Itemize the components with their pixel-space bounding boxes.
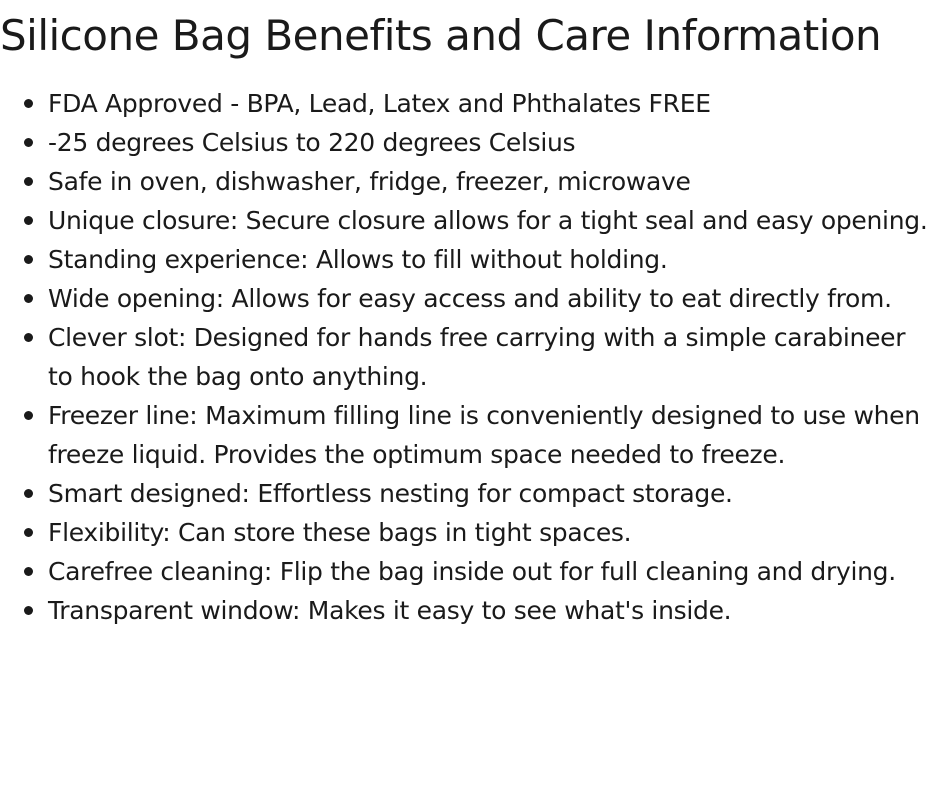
list-item-text: -25 degrees Celsius to 220 degrees Celsius [48, 128, 576, 157]
list-item [48, 591, 928, 630]
list-item [48, 162, 928, 201]
list-item-text: Transparent window: Makes it easy to see what's inside. [48, 596, 732, 625]
list-item [48, 396, 928, 474]
list-item-text: Carefree cleaning: Flip the bag inside out for full cleaning and drying. [48, 557, 896, 586]
list-item [48, 123, 928, 162]
bullet-icon [24, 255, 33, 264]
list-item [48, 513, 928, 552]
bullet-icon [24, 138, 33, 147]
list-item-text: Freezer line: Maximum filling line is conveniently designed to use when freeze liquid. Provides the optimum space needed to freeze. [48, 401, 920, 469]
bullet-icon [24, 528, 33, 537]
list-item-text: Unique closure: Secure closure allows for a tight seal and easy opening. [48, 206, 928, 235]
list-item [48, 84, 928, 123]
list-item-text: Standing experience: Allows to fill without holding. [48, 245, 668, 274]
list-item-text: Smart designed: Effortless nesting for compact storage. [48, 479, 733, 508]
bullet-icon [24, 99, 33, 108]
bullet-icon [24, 606, 33, 615]
list-item-text: Clever slot: Designed for hands free carrying with a simple carabineer to hook the bag onto anything. [48, 323, 906, 391]
bullet-icon [24, 294, 33, 303]
bullet-icon [24, 216, 33, 225]
list-item-text: Flexibility: Can store these bags in tight spaces. [48, 518, 632, 547]
list-item-text: FDA Approved - BPA, Lead, Latex and Phthalates FREE [48, 89, 711, 118]
list-item [48, 474, 928, 513]
bullet-icon [24, 567, 33, 576]
list-item-text: Safe in oven, dishwasher, fridge, freezer, microwave [48, 167, 691, 196]
list-item [48, 201, 928, 240]
bullet-icon [24, 489, 33, 498]
list-item-text: Wide opening: Allows for easy access and ability to eat directly from. [48, 284, 892, 313]
list-item [48, 279, 928, 318]
bullet-icon [24, 333, 33, 342]
list-item [48, 318, 928, 396]
list-item [48, 240, 928, 279]
page-title: Silicone Bag Benefits and Care Information [0, 11, 882, 60]
list-item [48, 552, 928, 591]
bullet-icon [24, 411, 33, 420]
benefits-list [48, 84, 928, 630]
bullet-icon [24, 177, 33, 186]
